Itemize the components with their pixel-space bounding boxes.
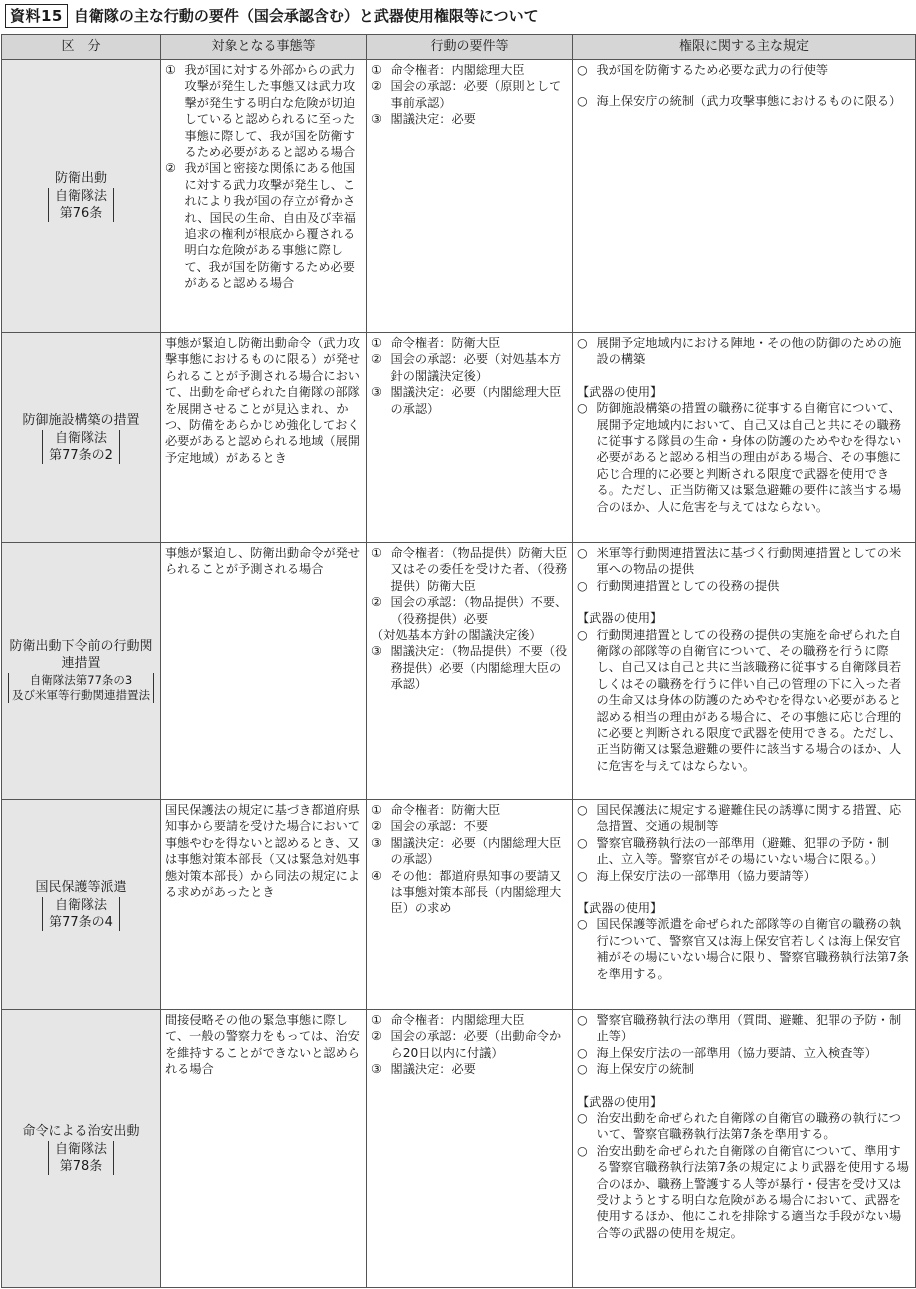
category-name: 防衛出動 [54, 171, 107, 186]
requirements-cell [367, 800, 573, 1010]
item-text: 警察官職務執行法の一部準用（避難、犯罪の予防・制止、立入等。警察官がその場にいない場合に限る。） [596, 835, 890, 867]
item-text: 我が国を防衛するため必要な武力の行使等 [596, 63, 829, 77]
list-item [371, 62, 568, 78]
item-marker: ○ [577, 803, 588, 817]
item-marker: ② [371, 79, 382, 94]
list-item [371, 1061, 568, 1077]
item-marker: ○ [577, 578, 588, 593]
item-marker: ○ [577, 1013, 588, 1027]
law-line: 第76条 [59, 206, 103, 221]
item-text: 行動関連措置としての役務の提供 [596, 578, 780, 593]
item-text: 国会の承認：必要（原則として事前承認） [390, 79, 562, 110]
list-item [577, 62, 911, 78]
item-marker: ② [371, 352, 382, 367]
item-marker: ② [371, 819, 382, 834]
header-authority: 権限に関する主な規定 [573, 35, 916, 60]
authority-cell [573, 543, 916, 800]
item-marker: ○ [577, 401, 588, 416]
item-text: 国会の承認：必要（対処基本方針の閣議決定後） [390, 352, 562, 383]
item-text: 事態が緊迫し防衛出動命令（武力攻撃事態におけるものに限る）が発せられることが予測される場合において、出動を命ぜられた自衛隊の部隊を展開させることが見込まれ、かつ、防備をあらかじめ強化しておく必要があると認められる地域（展開予定地域）があるとき [165, 336, 360, 465]
law-line: 自衛隊法 [54, 897, 107, 913]
list-item [577, 802, 911, 835]
item-text: 治安出動を命ぜられた自衛隊の自衛官の職務の執行について、警察官職務執行法第7条を準用する。 [596, 1111, 901, 1142]
list-item [165, 802, 362, 900]
document-label: 資料15 [5, 4, 68, 28]
item-text: 間接侵略その他の緊急事態に際して、一般の警察力をもっては、治安を維持することができないと認められる場合 [165, 1013, 360, 1077]
list-item [371, 1028, 568, 1061]
item-text: 国会の承認：必要（出動命令から20日以内に付議） [390, 1029, 562, 1060]
targets-cell [161, 800, 367, 1010]
item-text: 命令権者：（物品提供）防衛大臣又はその委任を受けた者、（役務提供）防衛大臣 [390, 546, 568, 593]
item-marker: ③ [371, 112, 382, 127]
table-row [2, 800, 916, 1010]
category-cell [2, 543, 161, 800]
item-text: 警察官職務執行法の準用（質問、避難、犯罪の予防・制止等） [596, 1013, 902, 1044]
list-item [371, 384, 568, 417]
item-text: 閣議決定：必要（内閣総理大臣の承認） [390, 385, 562, 416]
list-item [577, 835, 911, 868]
spacer [577, 78, 911, 93]
law-reference [42, 430, 120, 464]
header-category: 区 分 [2, 35, 161, 60]
category-name: 防衛出動下令前の行動関連措置 [9, 639, 153, 672]
item-marker: ② [371, 595, 382, 610]
section-heading: 【武器の使用】 [577, 901, 663, 916]
item-text: 防御施設構築の措置の職務に従事する自衛官について、展開予定地域内において、自己又は自己と共にその職務に従事する隊員の生命・身体の防護のためやむを得ない必要があると認める相当の理由がある場合、その事態に応じ合理的に必要と判断される限度で武器を使用できる。ただし、正当防衛又は緊急避難の要件に該当する場合のほか、人に危害を与えてはならない。 [596, 401, 902, 514]
section-heading: 【武器の使用】 [577, 611, 663, 626]
item-text: 国民保護法に規定する避難住民の誘導に関する措置、応急措置、交通の規制等 [596, 803, 902, 834]
list-item [371, 78, 568, 111]
item-marker: ① [371, 336, 382, 350]
category-name: 国民保護等派遣 [35, 879, 127, 895]
section-heading: 【武器の使用】 [577, 384, 663, 399]
list-item [577, 545, 911, 578]
targets-cell [161, 333, 367, 543]
item-marker: ③ [371, 835, 382, 850]
list-item [371, 1012, 568, 1028]
law-line: 自衛隊法 [54, 189, 107, 204]
table-body [2, 60, 916, 1288]
item-text: 治安出動を命ぜられた自衛隊の自衛官について、準用する警察官職務執行法第7条の規定により武器を使用する場合のほか、職務上警護する人等が暴行・侵害を受け又は受けようとする明白な危険がある場合において、武器を使用するほか、他にこれを排除する適当な手段がない場合等の武器の使用を規定。 [596, 1143, 909, 1240]
law-reference [8, 673, 154, 703]
table-row [2, 1010, 916, 1288]
list-item [577, 578, 911, 594]
requirements-cell [367, 1010, 573, 1288]
list-item [577, 627, 911, 775]
table-row [2, 543, 916, 800]
law-reference [48, 1141, 114, 1175]
item-text: （対処基本方針の閣議決定後） [371, 628, 542, 643]
list-item [577, 1143, 911, 1241]
law-line: 自衛隊法第77条の3 [29, 673, 133, 688]
item-marker: ① [371, 63, 382, 77]
category-name: 防御施設構築の措置 [22, 412, 140, 428]
law-reference [48, 188, 114, 222]
category-cell [2, 333, 161, 543]
item-marker: ① [165, 63, 176, 77]
item-marker: ② [371, 1029, 382, 1044]
item-marker: ○ [577, 546, 588, 560]
item-marker: ○ [577, 835, 588, 850]
list-item [371, 835, 568, 868]
item-text: 展開予定地域内における陣地・その他の防御のための施設の構築 [596, 336, 902, 367]
item-text: 行動関連措置としての役務の提供の実施を命ぜられた自衛隊の部隊等の自衛官について、その職務を行うに際し、自己又は自己と共に当該職務に従事する自衛隊員若しくはその職務を行うに伴い自己の管理の下に入った者の生命又は身体の防護のためやむを得ない必要があると認める相当の理由がある場合に、その事態に応じ合理的に必要と判断される限度で武器を使用できる。ただし、正当防衛又は緊急避難の要件に該当する場合のほか、人に危害を与えてはならない。 [596, 627, 902, 773]
list-item [577, 1061, 911, 1077]
list-item [165, 1012, 362, 1078]
item-text: 閣議決定：必要 [390, 1062, 476, 1077]
item-marker: ○ [577, 1143, 588, 1158]
requirements-cell [367, 543, 573, 800]
item-text: その他：都道府県知事の要請又は事態対策本部長（内閣総理大臣）の求め [390, 868, 562, 916]
list-item [165, 62, 362, 160]
list-item [165, 335, 362, 466]
list-item [165, 160, 362, 291]
list-item [371, 351, 568, 384]
item-text: 閣議決定：必要（内閣総理大臣の承認） [390, 835, 562, 867]
item-marker: ○ [577, 917, 588, 932]
item-marker: ③ [371, 1062, 382, 1077]
targets-cell [161, 1010, 367, 1288]
title-row [0, 0, 916, 32]
item-text: 我が国に対する外部からの武力攻撃が発生した事態又は武力攻撃が発生する明白な危険が切迫していると認められるに至った事態に際して、我が国を防衛するため必要があると認める場合 [184, 63, 356, 160]
law-line: 自衛隊法 [54, 430, 107, 446]
page-title: 自衛隊の主な行動の要件（国会承認含む）と武器使用権限等について [73, 7, 539, 25]
list-item [371, 594, 568, 627]
law-reference [42, 897, 120, 931]
item-text: 命令権者：内閣総理大臣 [390, 1013, 525, 1027]
item-marker: ④ [371, 868, 382, 883]
list-item [371, 335, 568, 351]
law-line: 第77条の2 [49, 447, 113, 463]
item-marker: ① [371, 1013, 382, 1027]
item-text: 国会の承認：不要 [390, 819, 489, 834]
category-cell [2, 800, 161, 1010]
category-cell [2, 1010, 161, 1288]
list-item [577, 1110, 911, 1143]
item-text: 国民保護等派遣を命ぜられた部隊等の自衛官の職務の執行について、警察官又は海上保安官若しくは海上保安官補がその場にいない場合に限り、警察官職務執行法第7条を準用する。 [596, 917, 909, 981]
section-heading: 【武器の使用】 [577, 1094, 663, 1109]
list-item [577, 1045, 911, 1061]
list-item [371, 818, 568, 834]
item-marker: ○ [577, 94, 588, 109]
item-marker: ○ [577, 1045, 588, 1060]
item-marker: ○ [577, 1111, 588, 1126]
item-text: 我が国と密接な関係にある他国に対する武力攻撃が発生し、これにより我が国の存立が脅かされ、国民の生命、自由及び幸福追求の権利が根底から覆される明白な危険がある事態に際して、我が国を防衛するため必要があると認める場合 [184, 161, 356, 291]
item-marker: ① [371, 546, 382, 560]
item-text: 閣議決定：（物品提供）不要（役務提供）必要（内閣総理大臣の承認） [390, 644, 568, 692]
item-text: 国民保護法の規定に基づき都道府県知事から要請を受けた場合において事態やむを得ないと認めるとき、又は事態対策本部長（又は緊急対処事態対策本部長）から同法の規定による求めがあったとき [165, 803, 360, 900]
item-marker: ○ [577, 336, 588, 350]
category-name: 命令による治安出動 [22, 1123, 140, 1139]
item-text: 命令権者：防衛大臣 [390, 336, 501, 350]
law-line: 自衛隊法 [54, 1141, 107, 1157]
list-item [371, 545, 568, 594]
list-item [577, 335, 911, 368]
item-text: 国会の承認：（物品提供）不要、（役務提供）必要 [390, 595, 568, 626]
table-row [2, 60, 916, 333]
category-cell [2, 60, 161, 333]
list-item [577, 916, 911, 982]
law-line: 及び米軍等行動関連措置法 [12, 688, 150, 703]
item-marker: ○ [577, 627, 588, 642]
item-text: 海上保安庁法の一部準用（協力要請、立入検査等） [596, 1045, 877, 1060]
law-line: 第77条の4 [49, 914, 113, 930]
list-item [371, 868, 568, 917]
targets-cell [161, 60, 367, 333]
law-line: 第78条 [59, 1158, 103, 1174]
list-item [577, 400, 911, 515]
item-text: 事態が緊迫し、防衛出動命令が発せられることが予測される場合 [165, 546, 360, 577]
list-item [577, 868, 911, 884]
item-marker: ③ [371, 644, 382, 659]
authority-cell [573, 333, 916, 543]
item-text: 米軍等行動関連措置法に基づく行動関連措置としての米軍への物品の提供 [596, 546, 902, 577]
header-requirements: 行動の要件等 [367, 35, 573, 60]
list-item [577, 1012, 911, 1045]
item-marker: ② [165, 161, 176, 176]
list-item [371, 802, 568, 818]
targets-cell [161, 543, 367, 800]
item-marker: ○ [577, 868, 588, 883]
list-item [165, 545, 362, 578]
header-row [2, 35, 916, 60]
item-marker: ① [371, 803, 382, 817]
item-marker: ③ [371, 385, 382, 400]
item-marker: ○ [577, 63, 588, 77]
list-item [577, 93, 911, 109]
item-text: 命令権者：内閣総理大臣 [390, 63, 525, 77]
table-row [2, 333, 916, 543]
requirements-table [1, 34, 916, 1288]
item-text: 海上保安庁の統制（武力攻撃事態におけるものに限る） [596, 94, 902, 109]
requirements-cell [367, 333, 573, 543]
list-item [371, 627, 568, 643]
item-text: 閣議決定：必要 [390, 112, 476, 127]
authority-cell [573, 1010, 916, 1288]
list-item [371, 643, 568, 692]
item-marker: ○ [577, 1062, 588, 1077]
header-targets: 対象となる事態等 [161, 35, 367, 60]
list-item [371, 111, 568, 127]
item-text: 海上保安庁法の一部準用（協力要請等） [596, 868, 816, 883]
item-text: 海上保安庁の統制 [596, 1062, 695, 1077]
requirements-cell [367, 60, 573, 333]
authority-cell [573, 60, 916, 333]
item-text: 命令権者：防衛大臣 [390, 803, 501, 817]
authority-cell [573, 800, 916, 1010]
